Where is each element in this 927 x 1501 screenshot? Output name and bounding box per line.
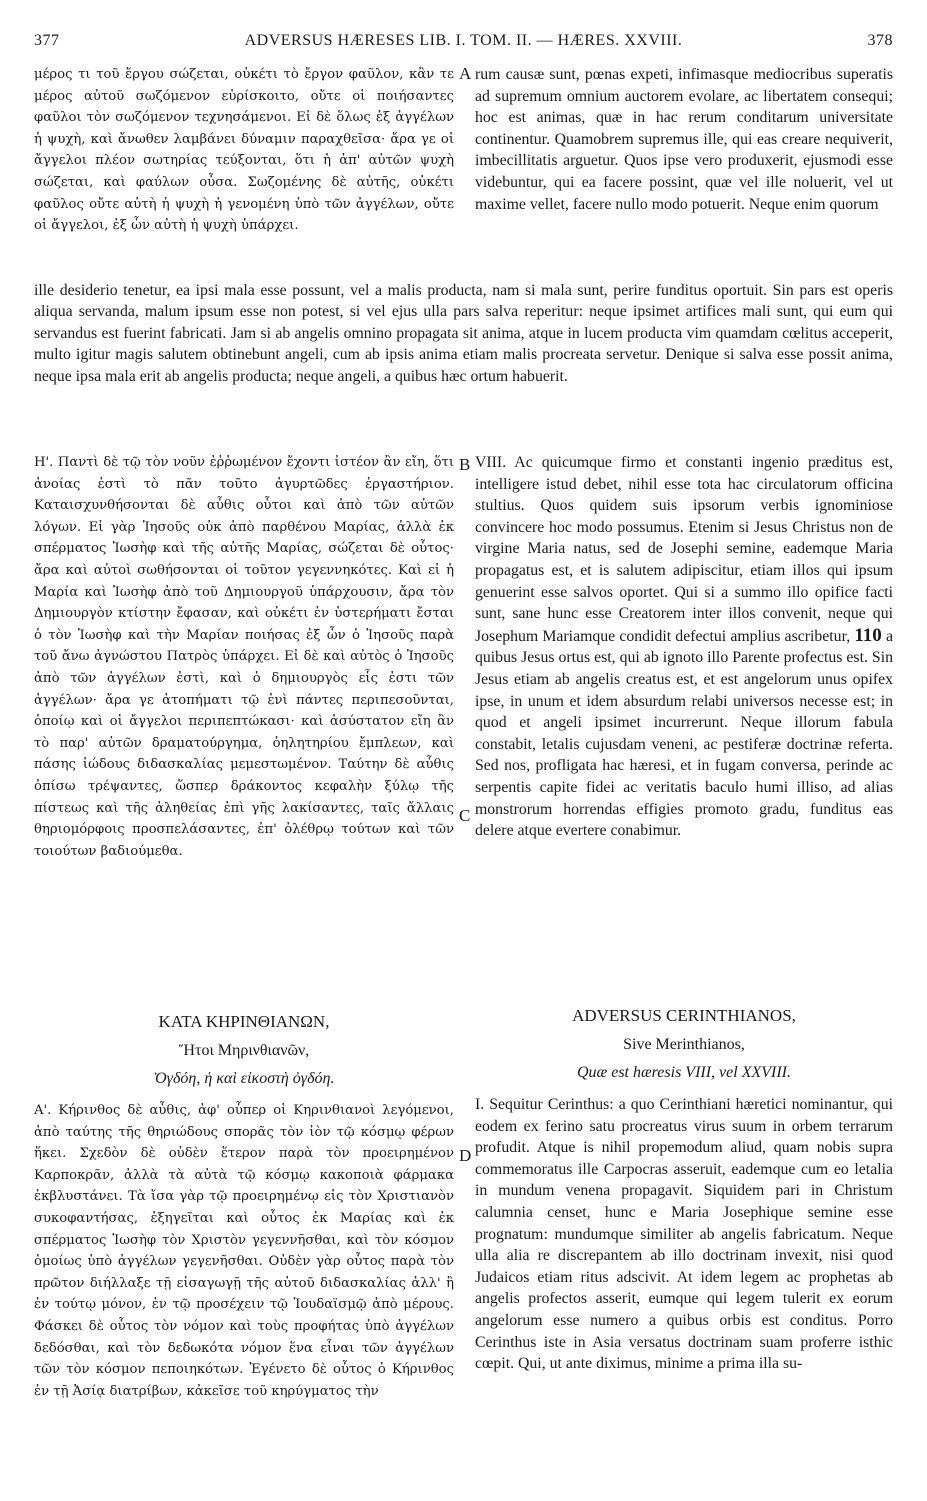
greek-paragraph-h: Η'. Παντὶ δὲ τῷ τὸν νοῦν ἐῤῥωμένον ἔχοντι ἰστέον ἂν εἴη, ὅτι ἀνοίας ἐστὶ τὸ πᾶν τοῦτο ἀγυρτῶδες ἐργαστήριον. Καταισχυνθήσονται δὲ αὖθις οὗτοι καὶ ἀπὸ τῶν αὐτῶν λόγων. Εἰ γὰρ Ἰησοῦς οὐκ ἀπὸ παρθένου Μαρίας, ἀλλὰ ἐκ σπέρματος Ἰωσὴφ καὶ τῆς αὐτῆς Μαρίας, σώζεται δὲ οὗτος· ἄρα καὶ αὐτοὶ σωθήσονται οἱ τοῦτον γεγεννηκότες. Καὶ εἰ ἡ Μαρία καὶ Ἰωσὴφ ἀπὸ τοῦ Δημιουργοῦ ὑπάρχουσιν, ἄρα τὸν Δημιουργὸν κτίστην ἔφασαν, καὶ οὐκέτι ἐν ὑστερήματι ἔσται ὁ τὸν Ἰωσὴφ καὶ τὴν Μαρίαν ποιήσας ἐξ ὧν ὁ Ἰησοῦς παρὰ τοῦ ἄνω ἀγνώστου Πατρὸς ὑπάρχει. Εἰ δὲ καὶ αὐτὸς ὁ Ἰησοῦς ἀπὸ τῶν ἀγγέλων ἐστὶ, καὶ ὁ δημιουργὸς εἷς ἐστι τῶν ἀγγέλων· ἄρα γε ἀτοπήματι τῷ ἑνὶ πάντες περιπεσοῦνται, ὁποίῳ καὶ οἱ ἄγγελοι περιπεπτώκασι· καὶ ἀσύστατον εἴη ἂν τὸ παρ' αὐτῶν δραματούργημα, ὁηλητηρίου ἔμπλεων, καὶ πάσης ἰώδους διδασκαλίας μεμεστωμένον. Ταύτην δὲ αὖθις ὀπίσω τρέψαντες, ὥσπερ δράκοντος κεφαλὴν ξύλῳ τῆς πίστεως καὶ τῆς ἀληθείας ἐπὶ γῆς λακίσαντες, ταῖς ἄλλαις θηριομόρφοις προσπελάσαντες, ἐπ' ὀλέθρῳ τούτων καὶ τῶν τοιούτων βαδιούμεθα.: [34, 455, 454, 859]
latin-text-after-number: a quibus Jesus ortus est, qui ab ignoto illo Parente profectus est. Sin Jesus etiam ab angelis creatus est, et est angelorum unus opifex ipse, in unum et idem absurdum relabi universos necesse est; in quod et angeli ipsimet incurrerunt. Neque illorum fabula constabit, letalis cujusdam veneni, ac pestiferæ doctrinæ referta. Sed nos, profligata hac hæresi, et in fugam conversa, perinde ac serpentis capite fidei ac veritatis baculo humi illiso, ad alias monstrorum horrendas effigies promoto gradu, funditus eas delere atque evertere conabimur.: [475, 627, 893, 840]
running-header: [34, 32, 893, 54]
greek-section-heading: [34, 1012, 454, 1088]
latin-paragraph: rum causæ sunt, pœnas expeti, infimasque mediocribus superatis ad supremum omnium auctorem evolare, ac libertatem consequi; hoc est animas, quæ in hac rerum conditarum universitate continentur. Quamobrem supremus ille, qui eas creare nequiverit, imbecillitatis arguetur. Quos ipse vero produxerit, ejusmodi esse videbuntur, qui ea facere possint, quæ vel ille noluerit, vel ut maxime vellet, facere nullo modo potuerit. Neque enim quorum: [475, 66, 893, 213]
greek-paragraph: μέρος τι τοῦ ἔργου σώζεται, οὐκέτι τὸ ἔργον φαῦλον, κἂν τε μέρος αὐτοῦ σωζόμενον εὑρίσκοιτο, οὔτε οἱ ποιήσαντες φαῦλοι τὸν σωζόμενον τεχνησάμενοι. Εἰ δὲ ὅλως ἐξ ἀγγέλων ἡ ψυχὴ, καὶ ἄνωθεν λαμβάνει δύναμιν παραχθεῖσα· ἄρα γε οἱ ἄγγελοι πλέον σωτηρίας τεύξονται, ὅτι ἡ ἀπ' αὐτῶν ψυχὴ σώζεται, καὶ φαύλων οὖσα. Σωζομένης δὲ αὐτῆς, οὐκέτι φαῦλος οὔτε αὐτὴ ἡ ψυχὴ ἡ γενομένη ὑπὸ τῶν ἀγγέλων, οὔτε οἱ ἄγγελοι, ἐξ ὧν αὐτὴ ἡ ψυχὴ ὑπάρχει.: [34, 67, 454, 234]
latin-section-heading: [475, 1006, 893, 1082]
greek-heading-subtitle: Ἤτοι Μηρινθιανῶν,: [178, 1042, 310, 1059]
latin-fullwidth-block: [34, 280, 893, 387]
latin-column-middle: [475, 452, 893, 842]
greek-column-middle: [34, 452, 454, 862]
margin-marker-d: D: [459, 1146, 472, 1165]
margin-reference-number: 110: [854, 624, 882, 646]
greek-paragraph-a: Α'. Κήρινθος δὲ αὖθις, ἀφ' οὗπερ οἱ Κηρινθιανοὶ λεγόμενοι, ἀπὸ ταύτης τῆς θηριώδους σπορᾶς τὸν ἰὸν τῷ κόσμῳ φέρων ἥκει. Σχεδὸν δὲ οὐδὲν ἕτερον παρὰ τὸν προειρημένον Καρποκρᾶν, ἀλλὰ τὰ αὐτὰ τῷ κόσμῳ κακοποιὰ φάρμακα ἐκβλυστάνει. Τὰ ἴσα γὰρ τῷ προειρημένῳ εἰς τὸν Χριστιανὸν συκοφαντήσας, ἐξηγεῖται καὶ οὗτος ἐκ Μαρίας καὶ ἐκ σπέρματος Ἰωσὴφ τὸν Χριστὸν γεγεννῆσθαι, καὶ τὸν κόσμον ὁμοίως ὑπὸ ἀγγέλων γεγενῆσθαι. Οὐδὲν γὰρ οὗτος παρὰ τὸν πρῶτον διήλλαξε τῇ εἰσαγωγῇ τῆς αὐτοῦ διδασκαλίας ἀλλ' ἢ ἐν τούτῳ μόνον, ἐν τῷ προσέχειν τῷ Ἰουδαϊσμῷ ἀπὸ μέρους. Φάσκει δὲ οὗτος τὸν νόμον καὶ τοὺς προφήτας ὑπὸ ἀγγέλων δεδόσθαι, καὶ τὸν δεδωκότα νόμον ἕνα εἶναι τῶν ἀγγέλων τῶν τὸν κόσμον πεποιηκότων. Ἐγένετο δὲ οὗτος ὁ Κήρινθος ἐν τῇ Ἀσίᾳ διατρίβων, κἀκεῖσε τοῦ κηρύγματος τὴν: [34, 1103, 454, 1399]
latin-text-before-number: VIII. Ac quicumque firmo et constanti ingenio præditus est, intelligere istud debet, nihil esse tota hac circulatorum officina stultius. Quos quidem suis ipsorum verbis ignominiose convincere hoc modo possumus. Etenim si Jesus Christus non de virgine Maria natus, sed de Josephi semine, eademque Maria propagatus est, et is salutem adipiscitur, etiam illos qui ipsum genuerint esse salvos oportet. Qui si a summo illo opifice facti sunt, sane hunc esse Creatorem inter illos convenit, neque qui Josephum Mariamque condidit defectui amplius ascribetur,: [475, 454, 893, 645]
latin-paragraph-i: I. Sequitur Cerinthus: a quo Cerinthiani hæretici nominantur, qui eodem ex ferino satu procreatus virus suum in orbem terrarum profudit. Atque is nihil propemodum aliud, quam nobis supra commemoratus ille Carpocras asseruit, eademque cum eo letalia in mundum venena propagavit. Siquidem pari in Christum calumnia censet, hunc e Maria Josephique semine esse prognatum: mundumque similiter ab angelis fabricatum. Neque ulla alia re discrepantem ab illo doctrinam invexit, nisi quod Judaicos etiam ritus adscivit. At idem legem ac prophetas ab angelis profectos asserit, eumque qui legem tulerit ex eorum angelorum esse numero a quibus orbis est conditus. Porro Cerinthus iste in Asia versatus doctrinam suam proferre isthic cœpit. Qui, ut ante diximus, minime a prima illa su-: [475, 1096, 893, 1373]
latin-paragraph-full: ille desiderio tenetur, ea ipsi mala esse possunt, vel a malis producta, nam si mala sunt, perire funditus oportuit. Sin pars est operis aliqua servanda, malum ipsum esse non potest, si vel ejus ulla pars salva reperitur: neque ipsimet artifices mali sunt, qui eum qui servandus est fuerint fabricati. Jam si ab angelis omnino propagata sit anima, atque in lucem producta vim quamdam cœlitus acceperit, multo igitur magis salutem obtinebunt angeli, cum ab ipsis anima etiam malis procreata servetur. Denique si salva esse possit anima, neque ipsa mala erit ab angelis producta; neque angeli, a quibus hæc ortum habuerit.: [34, 282, 893, 385]
latin-column-top: [475, 64, 893, 215]
latin-column-bottom: [475, 1094, 893, 1375]
running-title: ADVERSUS HÆRESES LIB. I. TOM. II. — HÆRES. XXVIII.: [244, 32, 683, 49]
greek-heading-title: ΚΑΤΑ ΚΗΡΙΝΘΙΑΝΩΝ,: [158, 1012, 330, 1031]
latin-heading-title: ADVERSUS CERINTHIANOS,: [572, 1006, 796, 1025]
page-number-left: 377: [34, 32, 60, 49]
greek-heading-note: Ὀγδόη, ἡ καὶ εἰκοστὴ ὀγδόη.: [153, 1070, 335, 1087]
greek-column-bottom: [34, 1100, 454, 1402]
latin-heading-subtitle: Sive Merinthianos,: [623, 1036, 745, 1053]
page-number-right: 378: [867, 32, 893, 49]
greek-column-top: [34, 64, 454, 237]
margin-marker-b: B: [459, 455, 471, 474]
latin-paragraph-viii: [475, 452, 893, 842]
margin-marker-a: A: [459, 64, 472, 83]
margin-marker-c: C: [459, 806, 471, 825]
latin-heading-note: Quæ est hæresis VIII, vel XXVIII.: [576, 1064, 791, 1081]
